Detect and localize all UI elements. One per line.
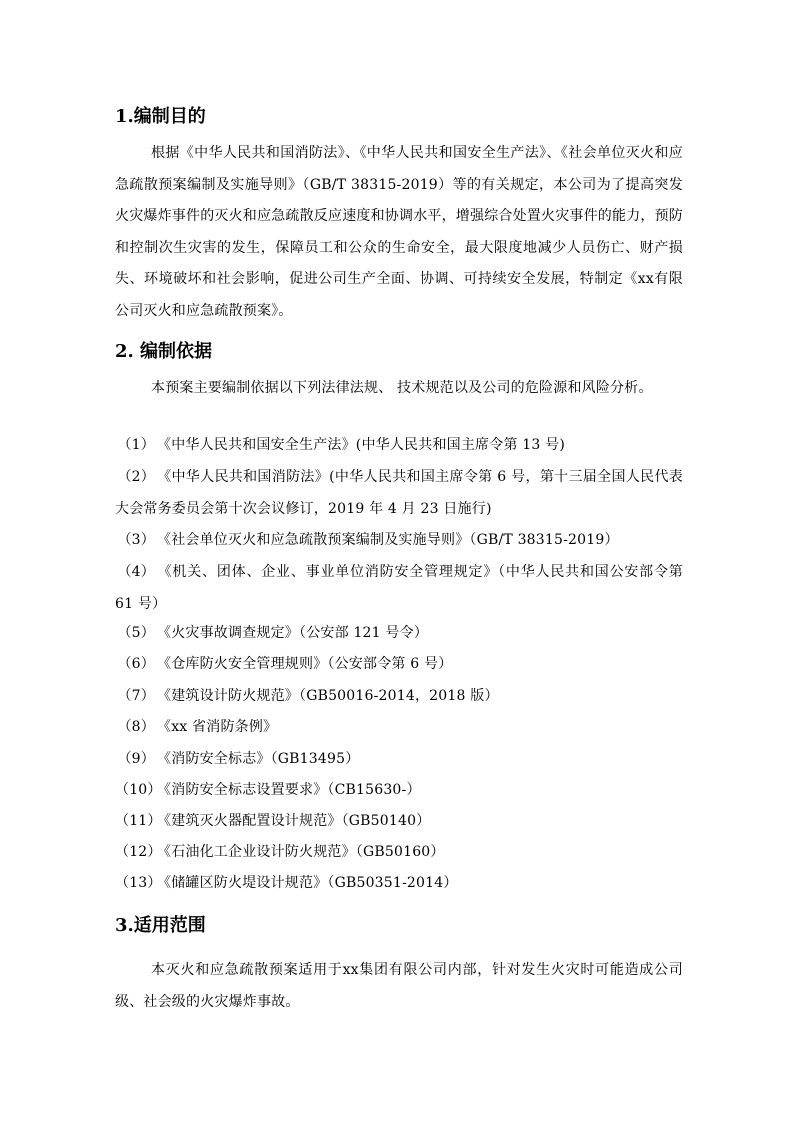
section-heading-basis: 2. 编制依据	[115, 341, 213, 362]
list-item-text: 《中华人民共和国消防法》(中华人民共和国主席令第 6 号，第十三届全国人民代表大会常务委员会第十次会议修订，2019 年 4 月 23 日施行)	[115, 469, 683, 517]
list-item-number: （4）	[117, 564, 155, 580]
list-item-text: 《社会单位灭火和应急疏散预案编制及实施导则》（GB/T 38315-2019）	[157, 532, 619, 548]
list-item	[115, 618, 683, 650]
list-item-text: 《仓库防火安全管理规则》（公安部令第 6 号）	[157, 656, 453, 672]
list-item	[115, 775, 683, 807]
list-item	[115, 557, 683, 620]
list-item-number: （10）	[115, 782, 162, 798]
list-item-text: 《火灾事故调查规定》（公安部 121 号令）	[157, 625, 429, 641]
section-paragraph-scope: 本灭火和应急疏散预案适用于xx集团有限公司内部，针对发生火灾时可能造成公司级、社会级的火灾爆炸事故。	[115, 962, 683, 1010]
list-item	[115, 806, 683, 838]
list-item-text: 《石油化工企业设计防火规范》（GB50160）	[157, 844, 445, 860]
list-item-number: （8）	[117, 719, 155, 735]
list-item-number: （12）	[115, 844, 162, 860]
list-item-number: （9）	[117, 751, 155, 767]
list-item	[115, 649, 683, 681]
list-item-number: （3）	[117, 532, 155, 548]
list-item-text: 《机关、团体、企业、事业单位消防安全管理规定》（中华人民共和国公安部令第 61 号）	[115, 564, 683, 612]
list-item	[115, 525, 683, 557]
list-item-number: （7）	[117, 688, 155, 704]
list-item	[115, 868, 683, 900]
list-item-text: 《建筑设计防火规范》（GB50016-2014，2018 版）	[157, 688, 499, 704]
section-intro-basis: 本预案主要编制依据以下列法律法规、 技术规范以及公司的危险源和风险分析。	[151, 380, 653, 396]
list-item-number: （6）	[117, 656, 155, 672]
list-item	[115, 462, 683, 525]
list-item	[115, 837, 683, 869]
list-item-text: 《xx 省消防条例》	[157, 719, 278, 735]
list-item-text: 《消防安全标志设置要求》（CB15630-）	[157, 782, 421, 798]
list-item	[115, 430, 683, 462]
list-item-text: 《中华人民共和国安全生产法》(中华人民共和国主席令第 13 号)	[157, 437, 566, 453]
list-item	[115, 681, 683, 713]
list-item-text: 《消防安全标志》（GB13495）	[157, 751, 360, 767]
section-heading-purpose: 1.编制目的	[115, 106, 206, 127]
section-paragraph-purpose: 根据《中华人民共和国消防法》、《中华人民共和国安全生产法》、《社会单位灭火和应急疏散预案编制及实施导则》（GB/T 38315-2019）等的有关规定，本公司为了提高突发火灾爆炸事件的灭火和应急疏散反应速度和协调水平，增强综合处置火灾事件的能力，预防和控制次生灾害的发生，保障员工和公众的生命安全，最大限度地减少人员伤亡、财产损失、环境破坏和社会影响，促进公司生产全面、协调、可持续安全发展，特制定《xx有限公司灭火和应急疏散预案》。	[115, 145, 683, 319]
list-item-number: （11）	[115, 813, 162, 829]
list-item-text: 《储罐区防火堤设计规范》（GB50351-2014）	[157, 875, 458, 891]
list-item-text: 《建筑灭火器配置设计规范》（GB50140）	[157, 813, 431, 829]
list-item-number: （1）	[117, 437, 155, 453]
list-item	[115, 744, 683, 776]
list-item-number: （13）	[115, 875, 162, 891]
section-heading-scope: 3.适用范围	[115, 915, 206, 936]
list-item-number: （2）	[117, 469, 155, 485]
list-item-number: （5）	[117, 625, 155, 641]
list-item	[115, 712, 683, 744]
